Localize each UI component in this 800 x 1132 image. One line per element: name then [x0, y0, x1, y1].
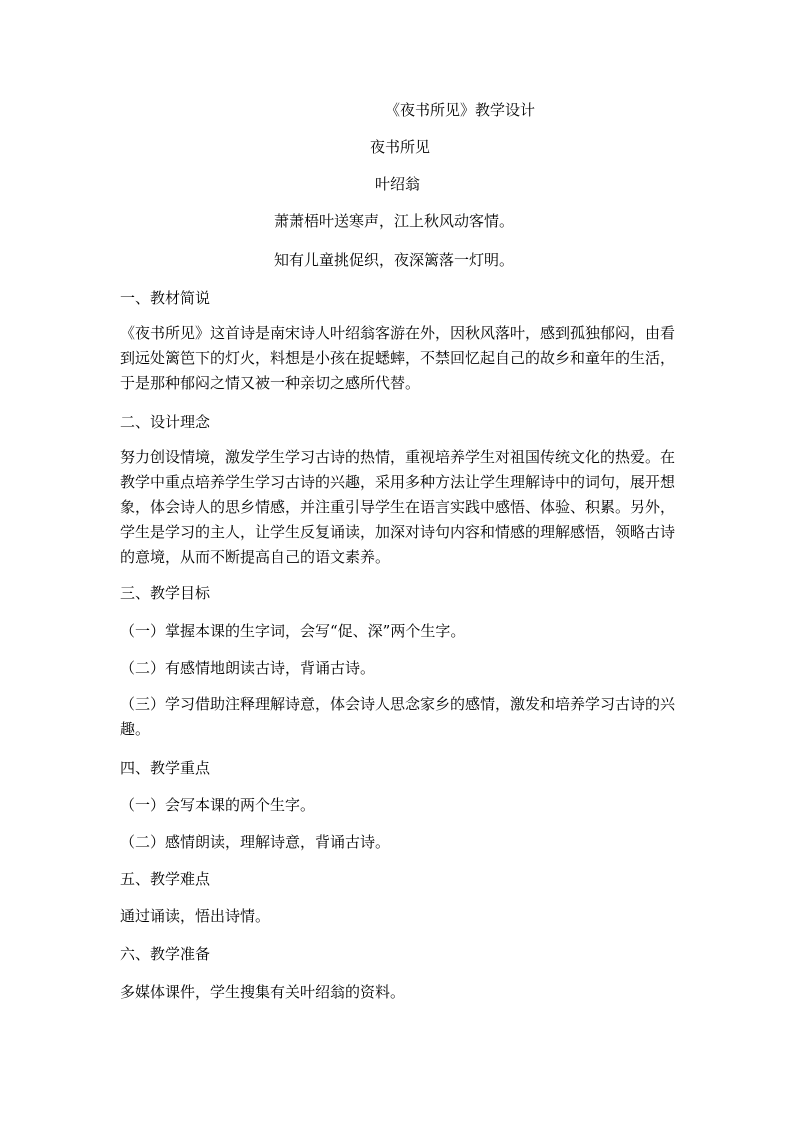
section-heading: 一、教材简说	[120, 289, 211, 307]
section-paragraph: （二）感情朗读，理解诗意，背诵古诗。	[120, 833, 391, 851]
poem-author: 叶绍翁	[375, 175, 421, 193]
section-paragraph: （一）掌握本课的生字词，会写“促、深”两个生字。	[120, 622, 466, 640]
section-heading: 六、教学准备	[120, 945, 211, 963]
poem-line-2: 知有儿童挑促织，夜深篱落一灯明。	[274, 251, 515, 269]
document-title: 《夜书所见》教学设计	[385, 101, 536, 119]
section-paragraph: 多媒体课件，学生搜集有关叶绍翁的资料。	[120, 983, 406, 1001]
section-paragraph: 通过诵读，悟出诗情。	[120, 907, 271, 925]
section-paragraph: 《夜书所见》这首诗是南宋诗人叶绍翁客游在外，因秋风落叶，感到孤独郁闷，由看到远处篱笆下的灯火，料想是小孩在捉蟋蟀，不禁回忆起自己的故乡和童年的生活，于是那种郁闷之情又被一种亲切之感所代替。	[120, 324, 676, 392]
section-paragraph: 努力创设情境，激发学生学习古诗的热情，重视培养学生对祖国传统文化的热爱。在教学中重点培养学生学习古诗的兴趣，采用多种方法让学生理解诗中的词句，展开想象，体会诗人的思乡情感，并注重引导学生在语言实践中感悟、体验、积累。另外，学生是学习的主人，让学生反复诵读，加深对诗句内容和情感的理解感悟，领略古诗的意境，从而不断提高自己的语文素养。	[120, 448, 676, 566]
section-heading: 三、教学目标	[120, 584, 211, 602]
section-heading: 二、设计理念	[120, 413, 211, 431]
poem-line-1: 萧萧梧叶送寒声，江上秋风动客情。	[274, 212, 515, 230]
section-paragraph: （二）有感情地朗读古诗，背诵古诗。	[120, 659, 376, 677]
poem-title: 夜书所见	[370, 138, 431, 156]
section-heading: 五、教学难点	[120, 870, 211, 888]
section-paragraph: （一）会写本课的两个生字。	[120, 796, 316, 814]
section-paragraph: （三）学习借助注释理解诗意，体会诗人思念家乡的感情，激发和培养学习古诗的兴趣。	[120, 695, 676, 738]
section-heading: 四、教学重点	[120, 759, 211, 777]
